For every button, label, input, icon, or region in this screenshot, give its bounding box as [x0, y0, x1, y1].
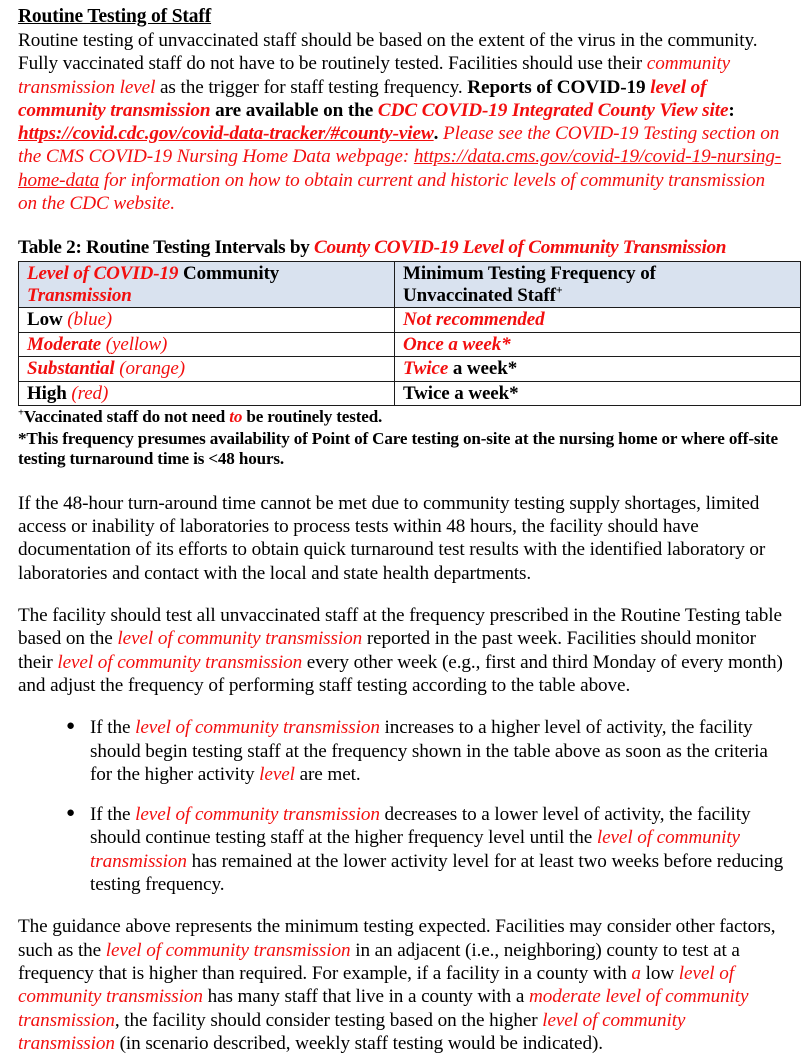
row-substantial-frequency-rest: a week* [448, 358, 518, 380]
list-item [66, 803, 785, 896]
bullet1-part1: If the [90, 717, 136, 739]
page-title: Routine Testing of Staff [18, 6, 212, 27]
paragraph-48-hour-turnaround: If the 48-hour turn-around time cannot be met due to community testing supply shortages, limited access or inability of laboratories to process tests within 48 hours, the facility should have documentation of its efforts to obtain quick turnaround test results with the identified laboratory or laboratories and contact with the local and state health departments. [18, 492, 766, 584]
header-frequency-footnote-marker: + [555, 283, 563, 297]
paragraph-guidance-minimum [18, 915, 785, 1055]
header-frequency-line2: Unvaccinated Staff [403, 284, 556, 306]
bullet1-part3: are met. [294, 763, 361, 785]
guide-part4: has many staff that live in a county with a [202, 986, 529, 1008]
freq-em1: level of community transmission [117, 628, 363, 650]
row-high-frequency: Twice a week* [403, 382, 519, 404]
spacer [18, 896, 785, 915]
bullet-icon: ● [66, 805, 75, 822]
paragraph-testing-frequency [18, 604, 785, 697]
bullet1-part2: increases to a higher level of activity, the facility should begin testing staff at the frequency shown in the table above as soon as the criteria for the higher activity [90, 717, 768, 785]
list-item [66, 716, 785, 786]
row-moderate-level-cell [19, 332, 395, 357]
intro-seg-6: are available on the [210, 99, 378, 121]
row-substantial-frequency-emphasis: Twice [403, 358, 449, 380]
freq-part2: reported in the past week. Facilities should monitor their [18, 628, 756, 673]
intro-seg-colon: : [728, 99, 735, 121]
table-caption [18, 237, 785, 259]
intro-seg-cdc-county-view-site: CDC COVID-19 Integrated County View site [377, 99, 729, 121]
row-substantial-level-color: (orange) [119, 358, 185, 380]
table-row [19, 357, 801, 382]
guide-em3: level of community transmission [18, 962, 734, 1008]
row-moderate-level-color: (yellow) [105, 333, 168, 355]
row-low-level-cell [19, 308, 395, 333]
spacer [18, 215, 785, 237]
bullet1-em2: level [259, 763, 295, 785]
intro-paragraph [18, 29, 785, 215]
freq-part1: The facility should test all unvaccinated staff at the frequency prescribed in the Routine Testing table based on the [18, 605, 782, 650]
footnote-one-marker: + [18, 407, 24, 419]
guide-part3: low [640, 962, 679, 984]
row-high-level-color: (red) [71, 382, 109, 404]
routine-testing-intervals-table [18, 261, 801, 406]
bullet-icon: ● [66, 718, 75, 735]
spacer [18, 470, 785, 492]
bullet2-part3: has remained at the lower activity level for at least two weeks before reducing testing frequency. [90, 850, 784, 896]
intro-seg-reports-of-covid19: Reports of COVID-19 [467, 76, 651, 98]
table-caption-prefix: Table 2: Routine Testing Intervals by [18, 237, 315, 259]
guide-part2: in an adjacent (i.e., neighboring) county to test at a frequency that is higher than required. For example, if a facility in a county with [18, 939, 740, 984]
intro-seg-level-of-community-transmission: level of community transmission [18, 76, 707, 121]
bullet2-part1: If the [90, 804, 136, 826]
intro-seg-0: Routine testing of unvaccinated staff should be based on the extent of the virus in the community. Fully vaccinated staff do not have to be routinely tested. Facilities should use their [18, 30, 758, 75]
header-level-line2: Transmission [27, 284, 132, 306]
table-footnote-two: *This frequency presumes availability of Point of Care testing on-site at the nursing home or where off-site testing turnaround time is <48 hours. [18, 428, 778, 469]
table-row [19, 332, 801, 357]
row-substantial-level-cell [19, 357, 395, 382]
intro-seg-community-transmission-level: community transmission level [18, 53, 731, 98]
row-high-level-name: High [27, 382, 67, 404]
row-low-frequency: Not recommended [403, 309, 545, 331]
footnote-one-part1: Vaccinated staff do not need [23, 407, 230, 427]
guide-em2: a [631, 962, 641, 984]
intro-seg-cms-webpage-note: Please see the COVID-19 Testing section on the CMS COVID-19 Nursing Home Data webpage: [18, 123, 780, 168]
row-high-level-cell [19, 381, 395, 406]
table-header-level-cell [19, 262, 395, 308]
intro-seg-2: as the trigger for staff testing frequency. [155, 76, 468, 98]
freq-part3: every other week (e.g., first and third Monday of every month) and adjust the frequency of performing staff testing according to the table above. [18, 651, 783, 696]
spacer [18, 697, 785, 716]
bullet2-em1: level of community transmission [135, 804, 380, 826]
cdc-county-view-link[interactable]: https://covid.cdc.gov/covid-data-tracker/#county-view [18, 123, 434, 145]
bullet1-em1: level of community transmission [135, 717, 380, 739]
freq-em2: level of community transmission [57, 651, 303, 673]
footnote-one-emphasis: to [229, 407, 243, 427]
table-row [19, 308, 801, 333]
row-low-frequency-cell [395, 308, 801, 333]
row-moderate-level-name: Moderate [27, 333, 102, 355]
row-low-level-color: (blue) [67, 309, 113, 331]
guide-em4: moderate level of community transmission [18, 986, 749, 1031]
row-substantial-frequency-cell [395, 357, 801, 382]
header-level-black: Community [178, 263, 280, 285]
guide-part6: (in scenario described, weekly staff testing would be indicated). [114, 1032, 603, 1054]
guidance-bullet-list [18, 716, 785, 896]
spacer [18, 585, 785, 604]
intro-seg-tail: for information on how to obtain current and historic levels of community transmission on the CDC website. [18, 169, 766, 215]
intro-seg-period: . [433, 123, 439, 145]
row-low-level-name: Low [27, 309, 63, 331]
footnote-one-part2: be routinely tested. [242, 407, 383, 427]
row-substantial-level-name: Substantial [27, 358, 115, 380]
cms-nursing-home-data-link[interactable]: https://data.cms.gov/covid-19/covid-19-nursing-home-data [18, 146, 782, 191]
row-moderate-frequency-cell [395, 332, 801, 357]
guide-em5: level of community transmission [18, 1009, 686, 1054]
table-row [19, 381, 801, 406]
table-header-row [19, 262, 801, 308]
header-frequency-line1: Minimum Testing Frequency of [403, 263, 656, 285]
guide-part1: The guidance above represents the minimum testing expected. Facilities may consider other factors, such as the [18, 916, 776, 961]
header-level-red: Level of COVID-19 [27, 263, 179, 285]
bullet2-em2: level of community transmission [90, 827, 740, 872]
guide-em1: level of community transmission [105, 939, 351, 961]
bullet2-part2: decreases to a lower level of activity, the facility should continue testing staff at the higher frequency level until the [90, 804, 751, 849]
guide-part5: , the facility should consider testing based on the higher [114, 1009, 543, 1031]
table-header-frequency-cell [395, 262, 801, 308]
table-caption-emphasis: County COVID-19 Level of Community Transmission [314, 237, 727, 259]
row-moderate-frequency: Once a week* [403, 333, 511, 355]
table-footnote-one [18, 407, 785, 428]
row-high-frequency-cell [395, 381, 801, 406]
